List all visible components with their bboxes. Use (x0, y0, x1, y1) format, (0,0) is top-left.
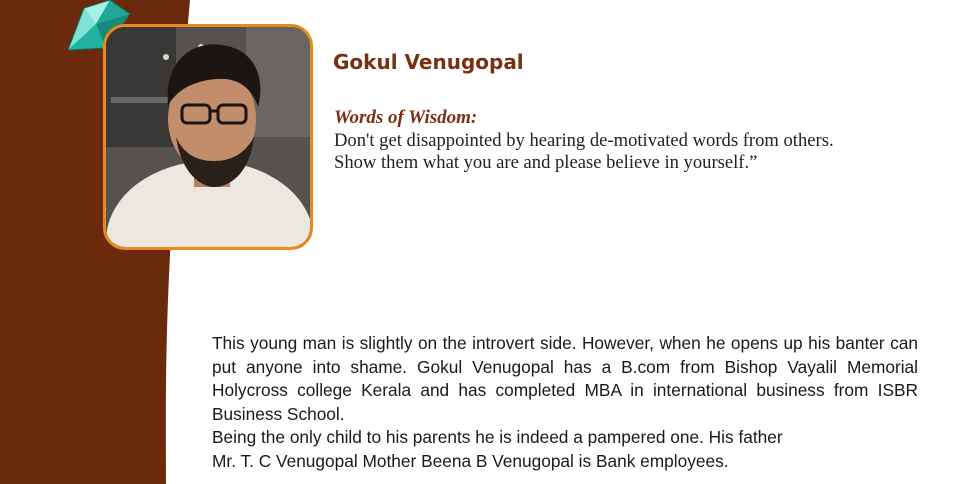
bio-paragraph: This young man is slightly on the introvert side. However, when he opens up his banter can put anyone into shame. Gokul Venugopal has a B.com from Bishop Vayalil Memorial Holycross college Kerala and has completed MBA in international business from ISBR Business School. (212, 333, 918, 424)
portrait-illustration (106, 27, 310, 247)
bio-section (212, 332, 918, 473)
quote-line: Show them what you are and please believe in yourself.” (334, 152, 758, 173)
bio-line: Being the only child to his parents he is indeed a pampered one. His father (212, 427, 783, 447)
quote-line: Don't get disappointed by hearing de-motivated words from others. (334, 130, 834, 151)
bio-line: Mr. T. C Venugopal Mother Beena B Venugopal is Bank employees. (212, 450, 729, 471)
words-of-wisdom-block (334, 106, 934, 174)
words-of-wisdom-heading: Words of Wisdom: (334, 107, 478, 128)
profile-photo (103, 24, 313, 250)
person-name: Gokul Venugopal (333, 50, 524, 74)
